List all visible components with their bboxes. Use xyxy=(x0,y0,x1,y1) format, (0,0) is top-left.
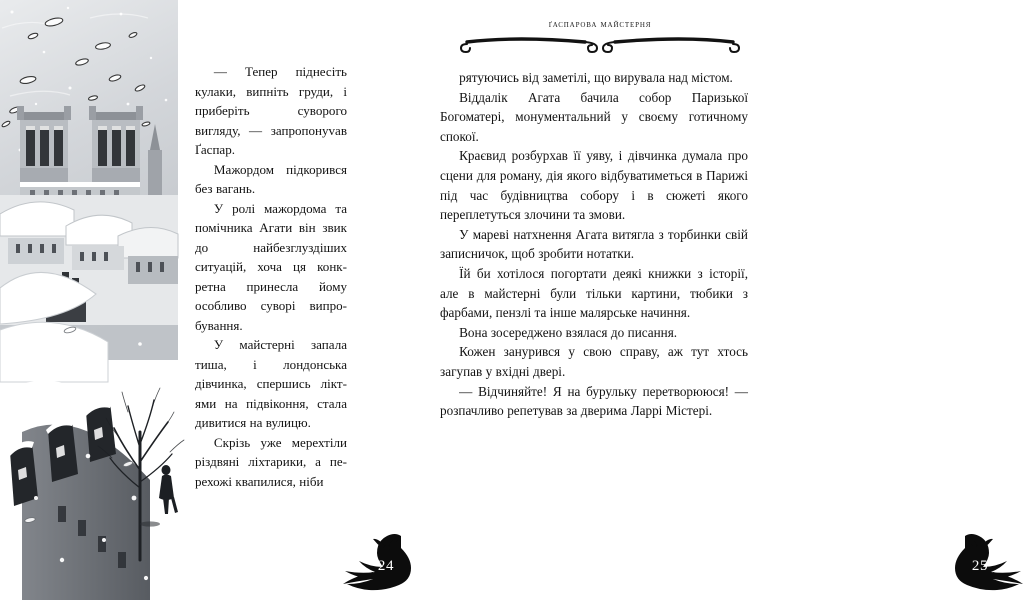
running-head xyxy=(400,20,800,30)
paragraph: — Тепер піднесіть кулаки, випніть груди, і приберіть суворого вигляду, — запропонуvав Ґаспар. xyxy=(195,64,347,157)
paragraph: У ролі мажордома та помічника Агати він звик до найбезглуздіших ситуацій, хоча ця конкретна принесла йому особливо суворі випробування. xyxy=(195,200,347,333)
paragraph: У мареві натхнення Агата витягла з торбинки свій записничок, щоб зробити нотатки. xyxy=(440,226,748,262)
paragraph: — Відчиняйте! Я на бурульку перетворююся! — розпачливо репетував за дверима Ларрі Містері. xyxy=(440,383,748,419)
paragraph: Віддалік Агата бачила собор Паризької Богоматері, монументальний у своєму готичному спокої. xyxy=(440,89,748,144)
page-left xyxy=(178,0,400,600)
paragraph: Вона зосереджено взялася до писання. xyxy=(459,324,678,340)
paragraph: Краєвид розбурхав її уяву, і дівчинка думала про сцени для роману, дія якого відбуватиметься в Парижі під час будівництва собору і в сюжеті якого переплетуться злочини та змови. xyxy=(440,148,748,223)
paragraph: Кожен занурився у свою справу, аж тут хтось загупав у вхідні двері. xyxy=(440,344,748,379)
text-column-right xyxy=(440,68,748,421)
header-ornament xyxy=(455,35,745,55)
running-head-text: ґаспарова майстерня xyxy=(548,20,652,30)
page-number-badge-right xyxy=(941,536,1027,598)
page-number-right: 25 xyxy=(971,558,989,574)
page-right xyxy=(400,0,989,600)
paragraph: рятуючись від заметілі, що вирувала над містом. xyxy=(459,70,733,85)
hat-badge-icon xyxy=(941,536,1027,598)
paragraph: Мажордом підкорився без вагань. xyxy=(195,161,347,196)
illustration-notre-dame-snowy-rooftops xyxy=(0,0,178,600)
text-column-left xyxy=(195,62,347,491)
paragraph: У майстерні запала тиша, і лондонська дівчинка, спершись ліктями на підвіконня, стала дивитися на вулицю. xyxy=(195,337,347,430)
paragraph: Їй би хотілося погортати деякі книжки з історії, але в майстерні були тільки картини, тюбики з фарбами, пензлі та інше малярське начиння. xyxy=(440,265,748,321)
paragraph: Скрізь уже мерехтіли різдвяні ліхтарики, а перехожі квапилися, ніби xyxy=(195,434,347,489)
flourish-divider-icon xyxy=(455,35,745,55)
page-number-left: 24 xyxy=(377,558,395,574)
illustration-artwork xyxy=(0,0,178,600)
